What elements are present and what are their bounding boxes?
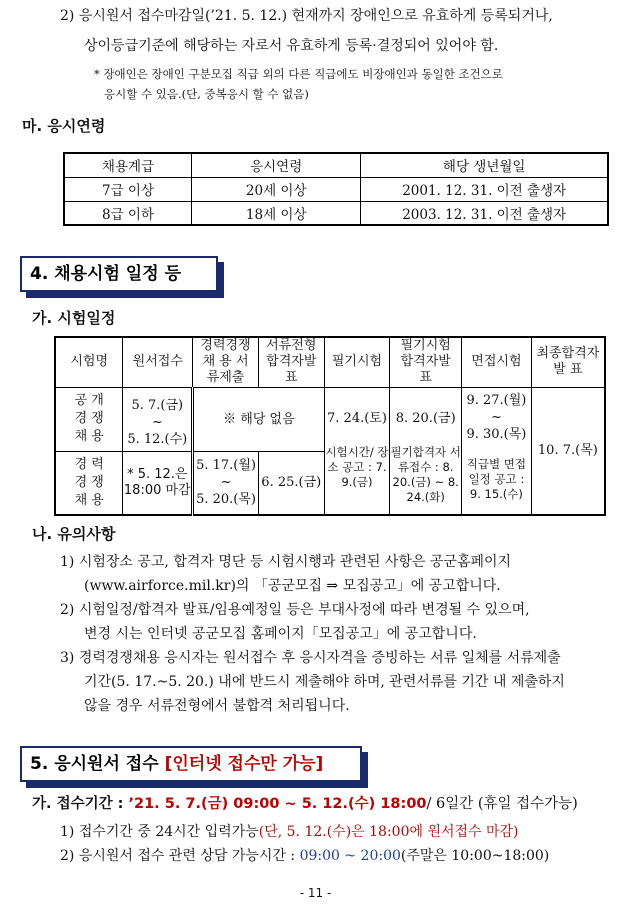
application-item-1-accent: (단, 5. 12.(수)은 18:00에 원서접수 마감) xyxy=(258,824,519,840)
application-item-2-suffix: (주말은 10:00~18:00) xyxy=(400,848,550,864)
written-result-date: 8. 20.(금) xyxy=(395,410,456,426)
age-header-rank: 채용계급 xyxy=(64,153,192,177)
age-cell: 2003. 12. 31. 이전 출생자 xyxy=(361,201,608,225)
written-date: 7. 24.(토) xyxy=(327,410,387,426)
interview-tilde: ~ xyxy=(490,409,502,425)
age-cell: 8급 이하 xyxy=(64,201,192,225)
age-cell: 2001. 12. 31. 이전 출생자 xyxy=(361,177,608,201)
note-item-1-line1: 1) 시험장소 공고, 합격자 명단 등 시험시행과 관련된 사항은 공군홈페이지 xyxy=(60,554,512,570)
col-doc-result: 서류전형 합격자발표 xyxy=(258,337,324,387)
table-row xyxy=(64,201,608,225)
col-written: 필기시험 xyxy=(324,337,390,387)
career-submit-tilde: ~ xyxy=(220,475,232,491)
application-period xyxy=(32,794,578,814)
note-item-3-line1: 3) 경력경쟁채용 응시자는 원서접수 후 응시자격을 증빙하는 서류 일체를 서류제출 xyxy=(60,650,561,666)
apply-period-cell xyxy=(123,387,193,451)
note-item-3-line2: 기간(5. 17.~5. 20.) 내에 반드시 제출해야 하며, 관련서류를 기간 내 제출하지 xyxy=(84,674,565,690)
application-item-2-accent: 09:00 ~ 20:00 xyxy=(299,848,401,864)
col-written-result: 필기시험 합격자발표 xyxy=(390,337,462,387)
written-result-note: 필기합격자 서류접수 : 8. 20.(금) ~ 8. 24.(화) xyxy=(390,444,461,504)
career-submit-start: 5. 17.(월) xyxy=(196,458,256,474)
period-suffix: / 6일간 (휴일 접수가능) xyxy=(426,796,578,812)
section-5-title-accent: [인터넷 접수만 가능] xyxy=(164,754,324,774)
written-exam-cell xyxy=(324,387,390,515)
eligibility-item-2-line2: 상이등급기준에 해당하는 자로서 유효하게 등록·결정되어 있어야 함. xyxy=(84,38,499,54)
row-label-career: 경 력 경 쟁 채 용 xyxy=(55,451,123,515)
final-result-cell: 10. 7.(목) xyxy=(531,387,605,515)
written-note: 시험시간/ 장소 공고 : 7. 9.(금) xyxy=(325,444,389,489)
table-row xyxy=(64,177,608,201)
age-heading: 마. 응시연령 xyxy=(22,117,106,135)
note-item-2-line1: 2) 시험일정/합격자 발표/임용예정일 등은 부대사정에 따라 변경될 수 있으며, xyxy=(60,602,530,618)
period-label: 가. 접수기간 : xyxy=(32,796,129,812)
age-cell: 7급 이상 xyxy=(64,177,192,201)
section-4-title: 4. 채용시험 일정 등 xyxy=(20,256,218,292)
col-career-submit: 경력경쟁 채 용 서류제출 xyxy=(193,337,259,387)
notes-heading: 나. 유의사항 xyxy=(32,525,116,543)
row-label-open: 공 개 경 쟁 채 용 xyxy=(55,387,123,451)
not-applicable-cell: ※ 해당 없음 xyxy=(193,387,324,451)
age-header-birth: 해당 생년월일 xyxy=(361,153,608,177)
application-item-1-prefix: 1) 접수기간 중 24시간 입력가능 xyxy=(60,824,259,840)
section-5-title xyxy=(20,746,362,782)
age-cell: 18세 이상 xyxy=(192,201,361,225)
written-result-cell xyxy=(390,387,462,515)
eligibility-item-2-line1: 2) 응시원서 접수마감일(’21. 5. 12.) 현재까지 장애인으로 유효하게 등록되거나, xyxy=(60,8,553,24)
table-row xyxy=(55,387,605,451)
age-table-header xyxy=(64,153,608,177)
interview-start: 9. 27.(월) xyxy=(466,392,527,408)
apply-end: 5. 12.(수) xyxy=(127,431,188,447)
col-final: 최종합격자 발 표 xyxy=(531,337,605,387)
apply-start: 5. 7.(금) xyxy=(131,397,184,413)
note-item-1-line2: (www.airforce.mil.kr)의 「공군모집 ⇒ 모집공고」에 공고합니다. xyxy=(84,578,501,594)
apply-tilde: ~ xyxy=(151,414,163,430)
col-exam-type: 시험명 xyxy=(55,337,123,387)
age-cell: 20세 이상 xyxy=(192,177,361,201)
schedule-header-row xyxy=(55,337,605,387)
age-table xyxy=(63,152,609,226)
schedule-table xyxy=(54,336,606,516)
col-interview: 면접시험 xyxy=(462,337,532,387)
period-value: ’21. 5. 7.(금) 09:00 ~ 5. 12.(수) 18:00 xyxy=(128,796,427,812)
application-item-1 xyxy=(60,822,519,842)
note-item-3-line3: 않을 경우 서류전형에서 불합격 처리됩니다. xyxy=(84,698,350,714)
disability-note-line1: * 장애인은 장애인 구분모집 직급 외의 다른 직급에도 비장애인과 동일한 조건으로 xyxy=(94,67,503,81)
doc-result-cell: 6. 25.(금) xyxy=(258,451,324,515)
career-submit-cell xyxy=(193,451,259,515)
career-submit-end: 5. 20.(목) xyxy=(196,492,256,508)
page-number: - 11 - xyxy=(299,886,332,900)
interview-cell xyxy=(462,387,532,515)
apply-note: * 5. 12.은 18:00 마감 xyxy=(123,451,193,515)
note-item-2-line2: 변경 시는 인터넷 공군모집 홈페이지「모집공고」에 공고합니다. xyxy=(84,626,477,642)
interview-note: 직급별 면접 일정 공고 : 9. 15.(수) xyxy=(466,456,526,501)
col-apply: 원서접수 xyxy=(123,337,193,387)
age-header-age: 응시연령 xyxy=(192,153,361,177)
section-5-title-text: 5. 응시원서 접수 xyxy=(30,754,165,774)
interview-end: 9. 30.(목) xyxy=(466,426,527,442)
application-item-2-prefix: 2) 응시원서 접수 관련 상담 가능시간 : xyxy=(60,848,300,864)
disability-note-line2: 응시할 수 있음.(단, 중복응시 할 수 없음) xyxy=(104,87,309,101)
application-item-2 xyxy=(60,846,549,866)
schedule-heading: 가. 시험일정 xyxy=(32,309,116,327)
